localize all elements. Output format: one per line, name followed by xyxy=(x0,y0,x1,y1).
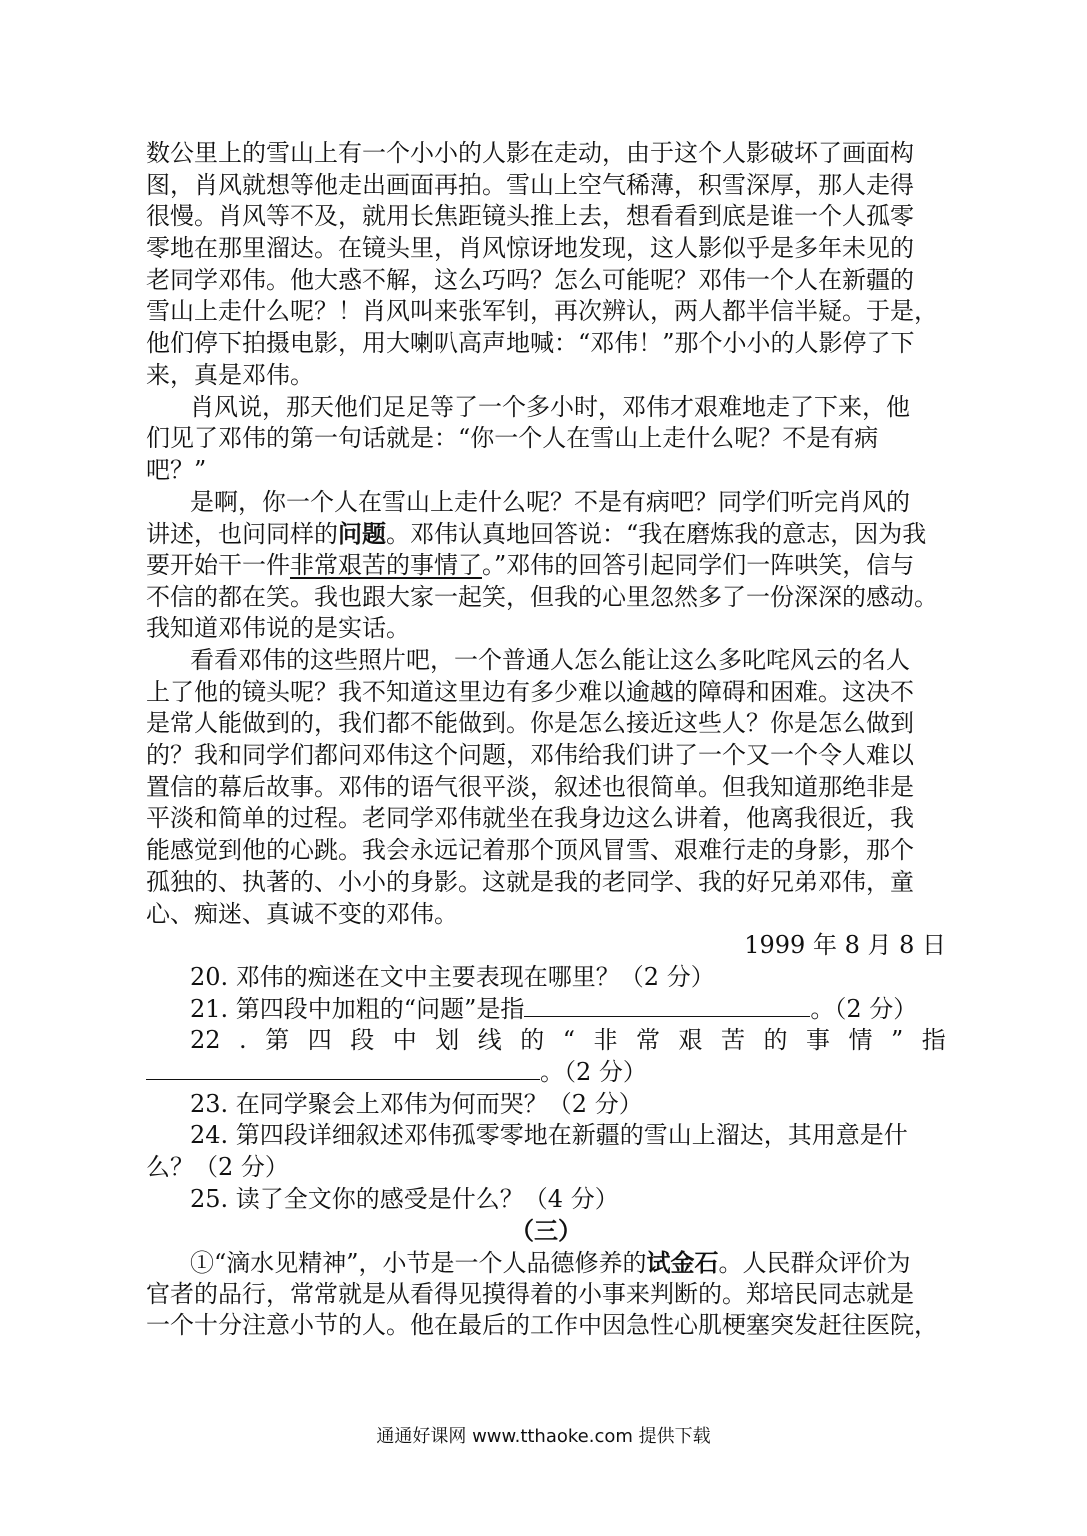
text-line: 来，真是邓伟。 xyxy=(146,360,314,389)
text-line: 官者的品行，常常就是从看得见摸得着的小事来判断的。郑培民同志就是 xyxy=(146,1279,914,1308)
text-line: 的？我和同学们都问邓伟这个问题，邓伟给我们讲了一个又一个令人难以 xyxy=(146,741,914,770)
text-span: 。”邓伟的回答引起同学们一阵哄笑，信与 xyxy=(482,550,915,579)
text-line: 雪山上走什么呢？！肖风叫来张军钊，再次辨认，两人都半信半疑。于是， xyxy=(146,297,938,326)
page-footer: 通通好课网 www.tthaoke.com 提供下载 xyxy=(376,1426,711,1447)
text-line: 数公里上的雪山上有一个小小的人影在走动，由于这个人影破坏了画面构 xyxy=(146,139,914,167)
text-line: 不信的都在笑。我也跟大家一起笑，但我的心里忽然多了一份深深的感动。 xyxy=(146,582,938,611)
text-span: 。人民群众评价为 xyxy=(718,1249,911,1278)
question-22-char: 段 xyxy=(350,1026,375,1055)
text-line: 看看邓伟的这些照片吧，一个普通人怎么能让这么多叱咤风云的名人 xyxy=(190,646,910,674)
paragraph-3 xyxy=(146,487,946,645)
answer-blank xyxy=(146,1057,540,1080)
question-22-char: 事 xyxy=(805,1026,830,1055)
question-22-char: 划 xyxy=(435,1026,460,1055)
question-text: 21. 第四段中加粗的“问题”是指 xyxy=(190,994,525,1023)
question-22-char: “ xyxy=(562,1026,575,1055)
text-line: 心、痴迷、真诚不变的邓伟。 xyxy=(146,899,458,928)
question-22-char: 艰 xyxy=(678,1026,703,1055)
underlined-phrase: 非常艰苦的事情了 xyxy=(290,550,482,579)
question-25: 25. 读了全文你的感受是什么？（4 分） xyxy=(190,1184,619,1213)
text-span: 讲述，也问同样的 xyxy=(146,520,338,549)
text-line: 吧？” xyxy=(146,455,207,484)
text-line: 上了他的镜头呢？我不知道这里边有多少难以逾越的障碍和困难。这决不 xyxy=(146,677,914,706)
bold-term: 试金石 xyxy=(646,1248,719,1278)
question-20: 20. 邓伟的痴迷在文中主要表现在哪里？（2 分） xyxy=(190,962,715,991)
text-line: 很慢。肖风等不及，就用长焦距镜头推上去，想看看到底是谁一个人孤零 xyxy=(146,202,914,231)
question-21 xyxy=(146,994,946,1026)
text-line: 是啊，你一个人在雪山上走什么呢？不是有病吧？同学们听完肖风的 xyxy=(190,487,910,516)
text-line: 平淡和简单的过程。老同学邓伟就坐在我身边这么讲着，他离我很近，我 xyxy=(146,804,914,833)
question-22-line2 xyxy=(146,1057,946,1089)
question-22-char: 苦 xyxy=(720,1026,745,1055)
question-24-line2: 么？（2 分） xyxy=(146,1153,289,1181)
question-score: 。（2 分） xyxy=(540,1057,647,1086)
question-23: 23. 在同学聚会上邓伟为何而哭？（2 分） xyxy=(190,1089,643,1118)
text-line: 老同学邓伟。他大惑不解，这么巧吗？怎么可能呢？邓伟一个人在新疆的 xyxy=(146,265,914,294)
section-heading-text: （三） xyxy=(510,1216,582,1246)
text-line: 们见了邓伟的第一句话就是：“你一个人在雪山上走什么呢？不是有病 xyxy=(146,424,879,453)
text-line: 肖风说，那天他们足足等了一个多小时，邓伟才艰难地走了下来，他 xyxy=(190,392,910,421)
question-22 xyxy=(146,1025,946,1057)
question-22-char: 的 xyxy=(763,1026,788,1055)
text-line: 是常人能做到的，我们都不能做到。你是怎么接近这些人？你是怎么做到 xyxy=(146,709,914,738)
section-3-paragraph xyxy=(146,1247,946,1342)
question-22-char: ” xyxy=(890,1026,904,1055)
answer-blank xyxy=(524,994,810,1017)
question-22-char: . xyxy=(239,1026,247,1055)
text-line: 一个十分注意小节的人。他在最后的工作中因急性心肌梗塞突发赶往医院， xyxy=(146,1311,938,1340)
text-line xyxy=(146,1247,946,1279)
questions xyxy=(146,962,946,1216)
text-line: 能感觉到他的心跳。我会永远记着那个顶风冒雪、艰难行走的身影，那个 xyxy=(146,836,914,865)
date-line: 1999 年 8 月 8 日 xyxy=(744,931,946,960)
text-line xyxy=(146,550,946,582)
question-22-spread xyxy=(146,1025,946,1057)
text-line: 零地在那里溜达。在镜头里，肖风惊讶地发现，这人影似乎是多年未见的 xyxy=(146,234,914,263)
section-heading xyxy=(146,1215,946,1247)
question-score: 。（2 分） xyxy=(810,994,918,1023)
question-22-char: 常 xyxy=(635,1026,660,1055)
text-span: 。邓伟认真地回答说：“我在磨炼我的意志，因为我 xyxy=(386,520,927,549)
document-body xyxy=(146,138,946,1342)
question-22-char: 22 xyxy=(190,1026,221,1055)
text-line xyxy=(146,518,946,550)
text-line: 置信的幕后故事。邓伟的语气很平淡，叙述也很简单。但我知道那绝非是 xyxy=(146,772,914,801)
question-22-char: 情 xyxy=(848,1026,873,1055)
question-22-char: 四 xyxy=(307,1026,332,1055)
question-24: 24. 第四段详细叙述邓伟孤零零地在新疆的雪山上溜达，其用意是什 xyxy=(190,1121,908,1150)
text-span: ①“滴水见精神”，小节是一个人品德修养的 xyxy=(190,1249,647,1278)
text-line: 他们停下拍摄电影，用大喇叭高声地喊：“邓伟！”那个小小的人影停了下 xyxy=(146,329,915,358)
question-22-char: 中 xyxy=(392,1026,417,1055)
paragraph-2 xyxy=(146,392,946,487)
paragraph-4 xyxy=(146,645,946,930)
text-line: 我知道邓伟说的是实话。 xyxy=(146,614,410,643)
text-line: 图，肖风就想等他走出画面再拍。雪山上空气稀薄，积雪深厚，那人走得 xyxy=(146,170,914,199)
question-22-char: 的 xyxy=(520,1026,545,1055)
paragraph-1 xyxy=(146,138,946,392)
text-line: 孤独的、执著的、小小的身影。这就是我的老同学、我的好兄弟邓伟，童 xyxy=(146,867,914,896)
question-22-char: 第 xyxy=(265,1026,290,1055)
question-22-char: 非 xyxy=(593,1026,618,1055)
question-22-char: 线 xyxy=(477,1026,502,1055)
question-22-char: 指 xyxy=(921,1026,946,1055)
bold-term-question: 问题 xyxy=(338,519,386,549)
text-span: 要开始干一件 xyxy=(146,550,290,579)
